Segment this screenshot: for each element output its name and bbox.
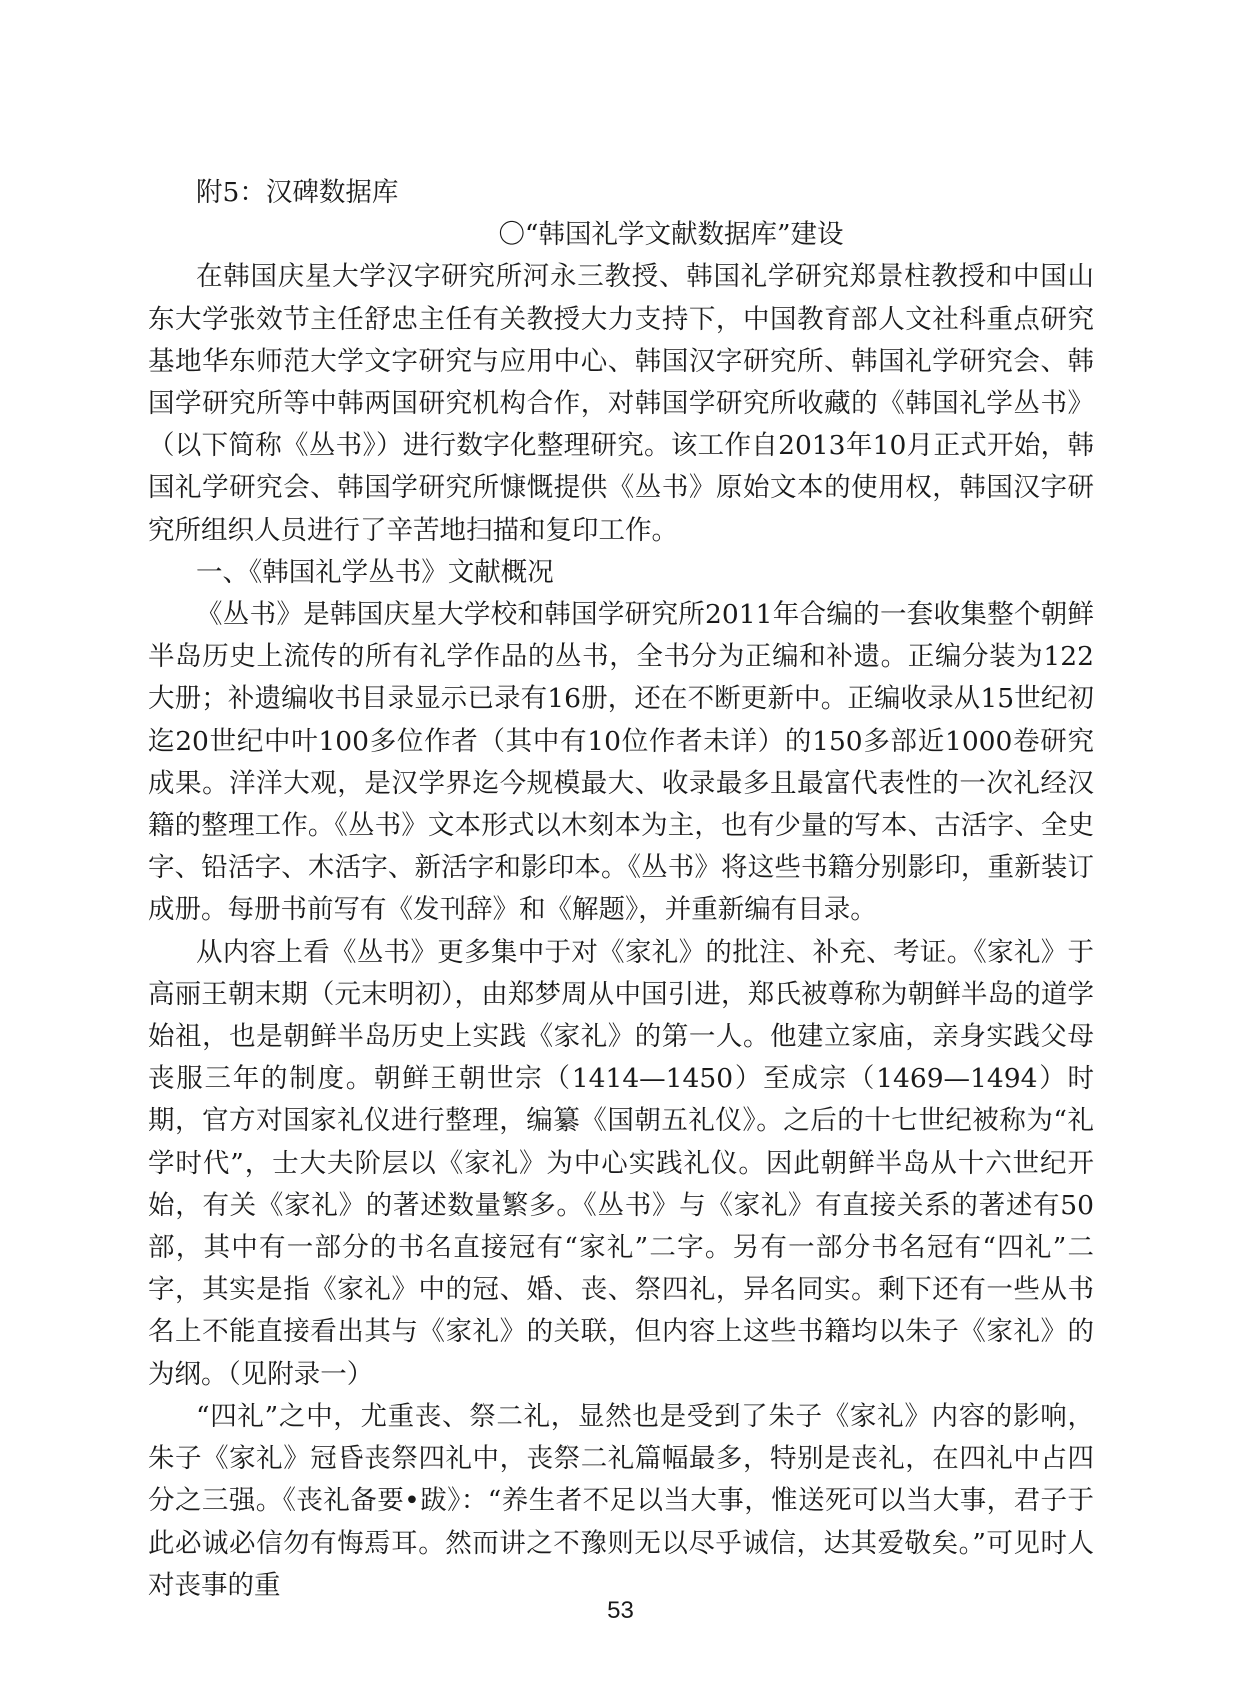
section-title: 〇“韩国礼学文献数据库”建设 [498,219,844,251]
body-paragraph-2: 从内容上看《丛书》更多集中于对《家礼》的批注、补充、考证。《家礼》于高丽王朝末期（元末明初），由郑梦周从中国引进，郑氏被尊称为朝鲜半岛的道学始祖，也是朝鲜半岛历史上实践《家礼》的第一人。他建立家庙，亲身实践父母丧服三年的制度。朝鲜王朝世宗（1414—1450）至成宗（1469—1494）时期，官方对国家礼仪进行整理，编纂《国朝五礼仪》。之后的十七世纪被称为“礼学时代”，士大夫阶层以《家礼》为中心实践礼仪。因此朝鲜半岛从十六世纪开始，有关《家礼》的著述数量繁多。《丛书》与《家礼》有直接关系的著述有50部，其中有一部分的书名直接冠有“家礼”二字。另有一部分书名冠有“四礼”二字，其实是指《家礼》中的冠、婚、丧、祭四礼，异名同实。剩下还有一些从书名上不能直接看出其与《家礼》的关联，但内容上这些书籍均以朱子《家礼》的为纲。（见附录一） [148,936,1094,1390]
page-number: 53 [607,1597,634,1624]
body-paragraph-3: “四礼”之中，尤重丧、祭二礼，显然也是受到了朱子《家礼》内容的影响，朱子《家礼》冠昏丧祭四礼中，丧祭二礼篇幅最多，特别是丧礼，在四礼中占四分之三强。《丧礼备要•跋》：“养生者不足以当大事，惟送死可以当大事，君子于此必诚必信勿有悔焉耳。然而讲之不豫则无以尽乎诚信，达其爱敬矣。”可见时人对丧事的重 [148,1400,1094,1601]
page-body [148,172,1094,1607]
subheading: 一、《韩国礼学丛书》文献概况 [196,556,554,588]
body-paragraph-1: 《丛书》是韩国庆星大学校和韩国学研究所2011年合编的一套收集整个朝鲜半岛历史上流传的所有礼学作品的丛书，全书分为正编和补遗。正编分装为122大册；补遗编收书目录显示已录有16册，还在不断更新中。正编收录从15世纪初迄20世纪中叶100多位作者（其中有10位作者未详）的150多部近1000卷研究成果。洋洋大观，是汉学界迄今规模最大、收录最多且最富代表性的一次礼经汉籍的整理工作。《丛书》文本形式以木刻本为主，也有少量的写本、古活字、全史字、铅活字、木活字、新活字和影印本。《丛书》将这些书籍分别影印，重新装订成册。每册书前写有《发刊辞》和《解题》，并重新编有目录。 [148,599,1094,926]
intro-paragraph: 在韩国庆星大学汉字研究所河永三教授、韩国礼学研究郑景柱教授和中国山东大学张效节主任舒忠主任有关教授大力支持下，中国教育部人文社科重点研究基地华东师范大学文字研究与应用中心、韩国汉字研究所、韩国礼学研究会、韩国学研究所等中韩两国研究机构合作，对韩国学研究所收藏的《韩国礼学丛书》（以下简称《丛书》）进行数字化整理研究。该工作自2013年10月正式开始，韩国礼学研究会、韩国学研究所慷慨提供《丛书》原始文本的使用权，韩国汉字研究所组织人员进行了辛苦地扫描和复印工作。 [148,261,1094,546]
appendix-label: 附5：汉碑数据库 [196,177,399,208]
